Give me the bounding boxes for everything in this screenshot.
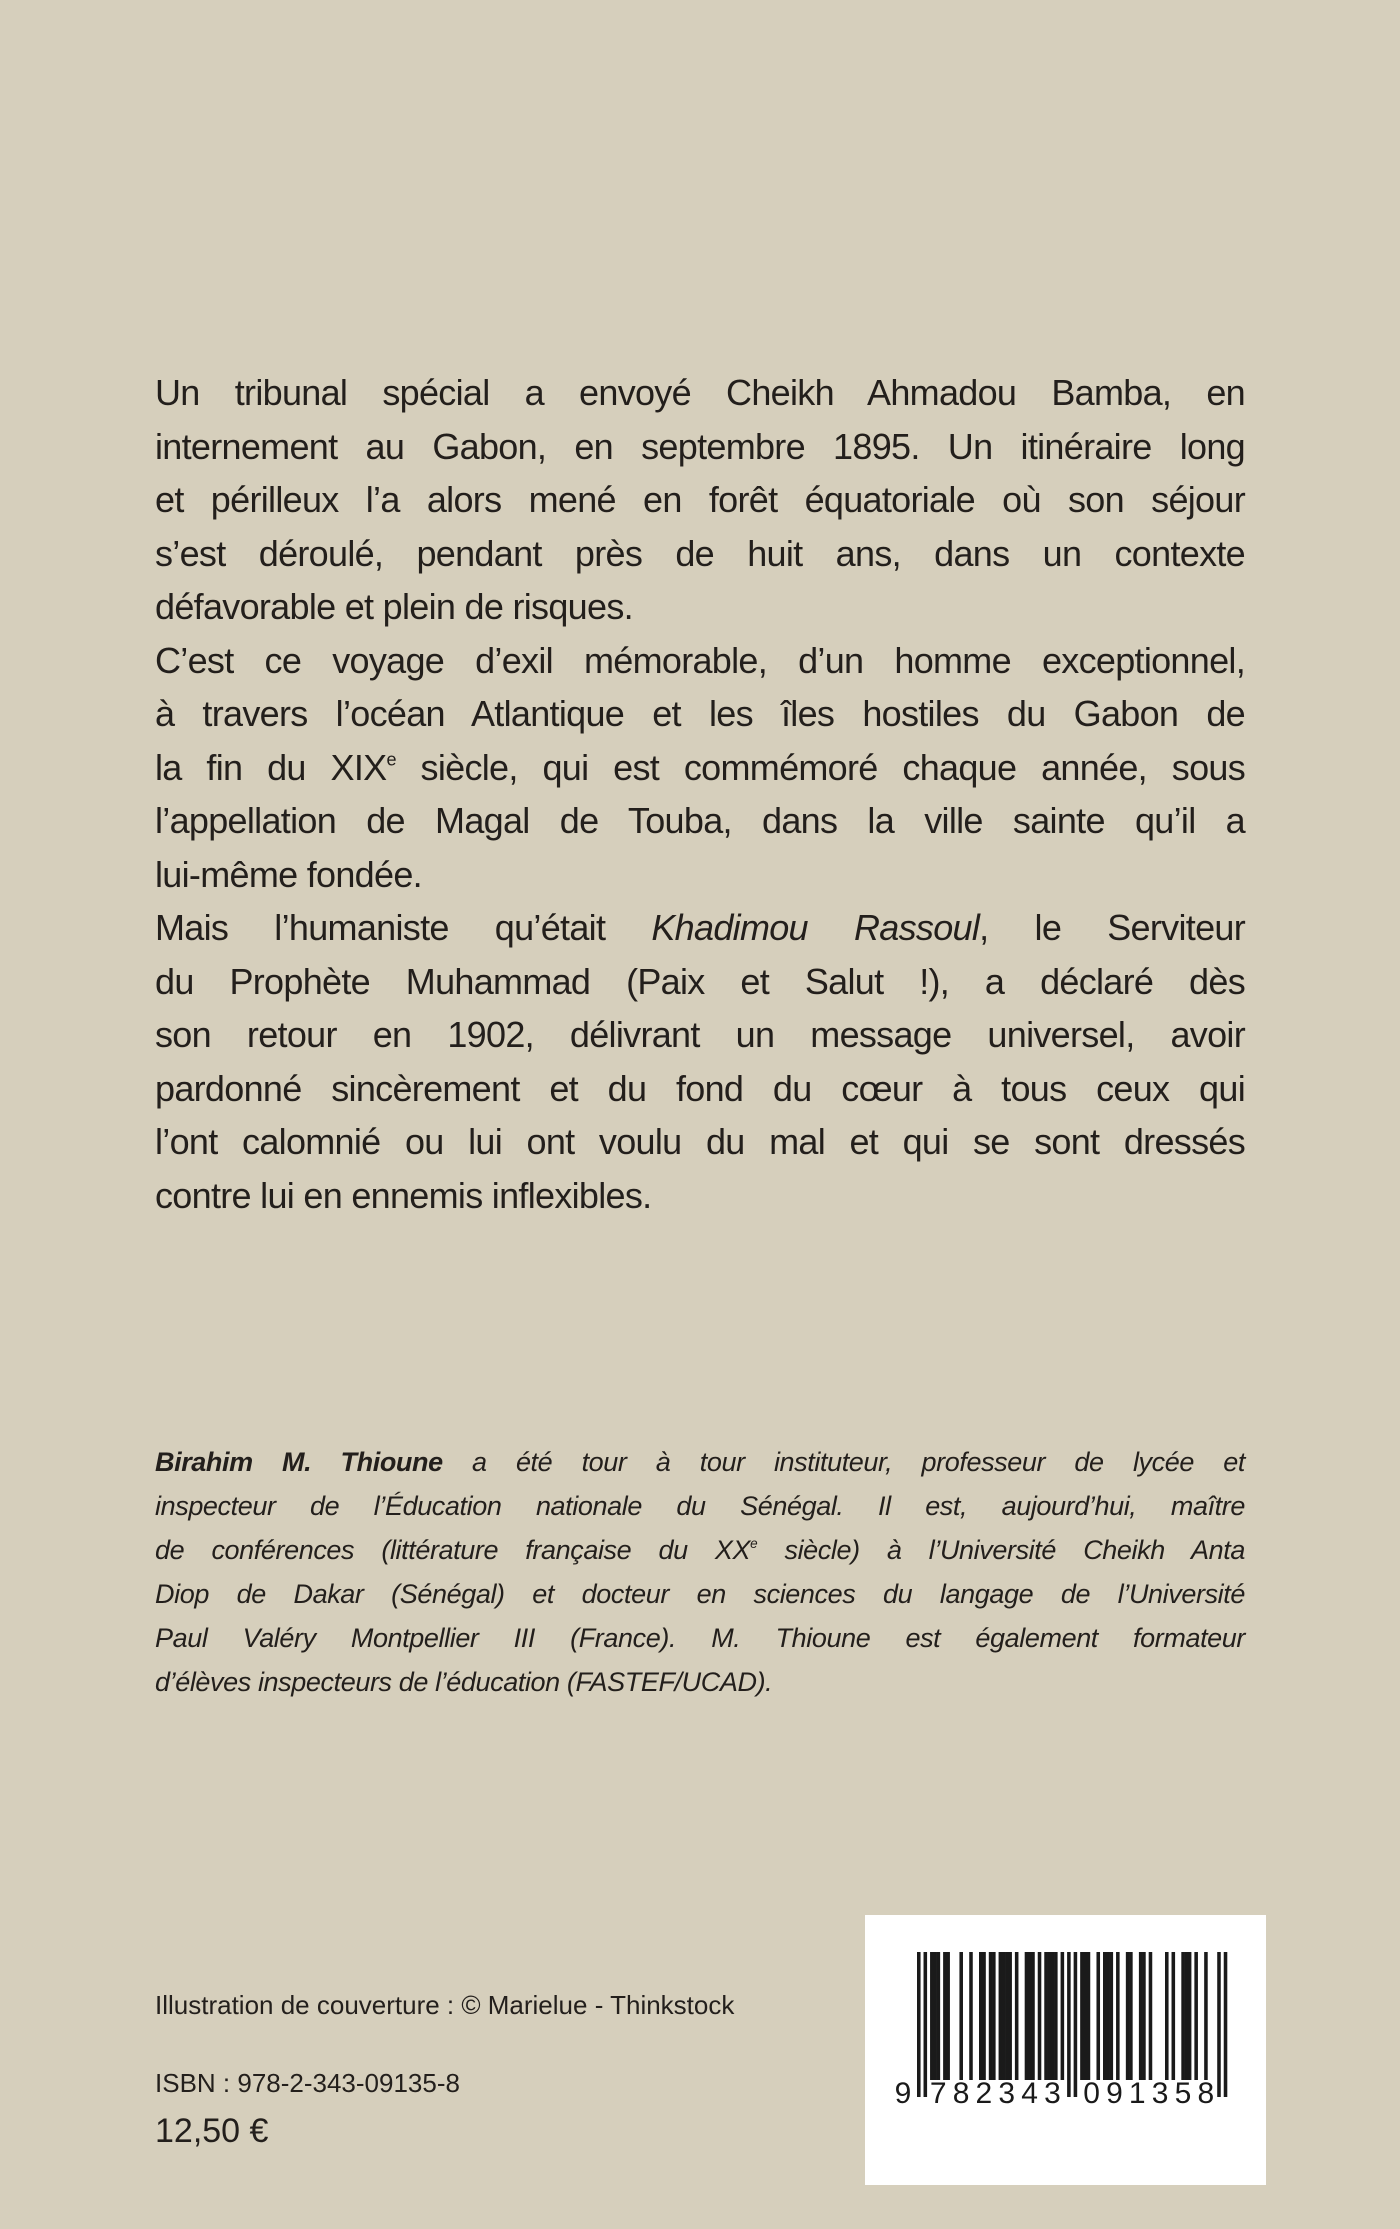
text-line bbox=[155, 901, 1245, 955]
barcode-bar bbox=[1181, 1952, 1185, 2080]
barcode-bar bbox=[930, 1952, 934, 2080]
barcode-bar bbox=[1110, 1952, 1114, 2080]
barcode-bar bbox=[1028, 1952, 1032, 2080]
barcode-digit: 3 bbox=[1151, 2077, 1169, 2110]
text-segment: internement au Gabon, en septembre 1895. Un itinéraire long bbox=[155, 425, 1245, 467]
barcode-bar bbox=[959, 1952, 963, 2080]
barcode-bar bbox=[1038, 1952, 1042, 2080]
barcode-bar bbox=[1031, 1952, 1035, 2080]
barcode-bar bbox=[1129, 1952, 1133, 2080]
text-line bbox=[155, 741, 1245, 795]
barcode-bar bbox=[1067, 1952, 1071, 2097]
barcode bbox=[865, 1915, 1266, 2185]
text-segment: l’appellation de Magal de Touba, dans la ville sainte qu’il a bbox=[155, 800, 1245, 841]
barcode-bar bbox=[1142, 1952, 1146, 2080]
text-segment: siècle, qui est commémoré chaque année, sous bbox=[395, 746, 1246, 788]
barcode-bar bbox=[1149, 1952, 1153, 2080]
text-line bbox=[155, 955, 1245, 1009]
barcode-bar bbox=[1217, 1952, 1221, 2097]
text-line bbox=[155, 1660, 1245, 1704]
barcode-bar bbox=[1172, 1952, 1176, 2080]
barcode-bar bbox=[1054, 1952, 1058, 2080]
text-line bbox=[155, 634, 1245, 688]
barcode-bar bbox=[1044, 1952, 1048, 2080]
author-bio bbox=[155, 1440, 1245, 1704]
text-segment: Paul Valéry Montpellier III (France). M. Thioune est également formateur bbox=[155, 1623, 1245, 1653]
text-segment: inspecteur de l’Éducation nationale du Sénégal. Il est, aujourd’hui, maître bbox=[155, 1491, 1245, 1521]
text-segment: s’est déroulé, pendant près de huit ans, dans un contexte bbox=[155, 532, 1245, 574]
barcode-bar bbox=[1165, 1952, 1169, 2080]
text-segment: C’est ce voyage d’exil mémorable, d’un homme exceptionnel, bbox=[155, 639, 1245, 681]
barcode-bar bbox=[982, 1952, 986, 2080]
barcode-bar bbox=[1080, 1952, 1084, 2080]
cover-illustration-credit: Illustration de couverture : © Marielue - Thinkstock bbox=[155, 1990, 735, 2020]
barcode-bar bbox=[989, 1952, 993, 2080]
barcode-bar bbox=[937, 1952, 941, 2080]
barcode-bar bbox=[992, 1952, 996, 2080]
text-segment: Diop de Dakar (Sénégal) et docteur en sciences du langage de l’Université bbox=[155, 1579, 1245, 1609]
text-segment: défavorable et plein de risques. bbox=[155, 586, 633, 627]
barcode-bar bbox=[1139, 1952, 1143, 2080]
author-name: Birahim M. Thioune bbox=[155, 1447, 443, 1477]
back-cover-blurb bbox=[155, 366, 1245, 1222]
barcode-bar bbox=[1096, 1952, 1100, 2080]
text-segment: lui-même fondée. bbox=[155, 853, 422, 895]
barcode-bar bbox=[933, 1952, 937, 2080]
barcode-digit: 4 bbox=[1021, 2077, 1038, 2110]
text-segment: , le Serviteur bbox=[979, 907, 1246, 948]
text-segment: d’élèves inspecteurs de l’éducation (FASTEF/UCAD). bbox=[155, 1667, 773, 1697]
text-segment: son retour en 1902, délivrant un message universel, avoir bbox=[155, 1014, 1245, 1055]
text-segment: Un tribunal spécial a envoyé Cheikh Ahmadou Bamba, en bbox=[155, 372, 1245, 413]
barcode-digit: 3 bbox=[1044, 2077, 1061, 2110]
text-segment: pardonné sincèrement et du fond du cœur à tous ceux qui bbox=[155, 1067, 1245, 1109]
barcode-bar bbox=[1005, 1952, 1009, 2080]
text-segment: et périlleux l’a alors mené en forêt équatoriale où son séjour bbox=[155, 479, 1245, 520]
barcode-digit: 0 bbox=[1083, 2077, 1100, 2110]
text-line bbox=[155, 794, 1245, 848]
barcode-bar bbox=[1051, 1952, 1055, 2080]
text-line bbox=[155, 848, 1245, 902]
barcode-bar bbox=[1074, 1952, 1078, 2097]
superscript: e bbox=[386, 749, 396, 770]
text-line bbox=[155, 473, 1245, 527]
barcode-bar bbox=[943, 1952, 947, 2080]
barcode-bar bbox=[1002, 1952, 1006, 2080]
barcode-bar bbox=[1048, 1952, 1052, 2080]
barcode-bar bbox=[1083, 1952, 1087, 2080]
barcode-bars bbox=[865, 1915, 1266, 2185]
barcode-digit: 2 bbox=[975, 2077, 993, 2110]
text-segment: de conférences (littérature française du XX bbox=[155, 1535, 751, 1565]
text-line bbox=[155, 580, 1245, 634]
barcode-digit: 8 bbox=[952, 2077, 970, 2110]
barcode-digit: 7 bbox=[929, 2077, 947, 2110]
barcode-bar bbox=[1025, 1952, 1029, 2080]
barcode-bar bbox=[1008, 1952, 1012, 2080]
barcode-bar bbox=[1015, 1952, 1019, 2080]
text-line bbox=[155, 366, 1245, 420]
barcode-bar bbox=[979, 1952, 983, 2080]
price: 12,50 € bbox=[155, 2112, 269, 2150]
barcode-bar bbox=[1116, 1952, 1120, 2080]
barcode-digit: 1 bbox=[1128, 2077, 1146, 2110]
barcode-bar bbox=[924, 1952, 928, 2097]
barcode-digit: 5 bbox=[1174, 2077, 1192, 2110]
text-line bbox=[155, 1528, 1245, 1572]
barcode-digit: 9 bbox=[1106, 2077, 1123, 2110]
barcode-bar bbox=[1106, 1952, 1110, 2080]
text-segment: à travers l’océan Atlantique et les îles hostiles du Gabon de bbox=[155, 693, 1245, 734]
superscript: e bbox=[750, 1536, 758, 1552]
barcode-bar bbox=[1204, 1952, 1208, 2080]
barcode-bar bbox=[1224, 1952, 1228, 2097]
text-segment: du Prophète Muhammad (Paix et Salut !), a déclaré dès bbox=[155, 960, 1245, 1002]
barcode-digit: 8 bbox=[1197, 2077, 1215, 2110]
barcode-bar bbox=[917, 1952, 921, 2097]
barcode-bar bbox=[969, 1952, 973, 2080]
barcode-bar bbox=[1188, 1952, 1192, 2080]
text-line bbox=[155, 1440, 1245, 1484]
isbn-number: ISBN : 978-2-343-09135-8 bbox=[155, 2068, 460, 2098]
text-line bbox=[155, 1008, 1245, 1062]
barcode-bar bbox=[1126, 1952, 1130, 2080]
barcode-bar bbox=[1061, 1952, 1065, 2080]
text-line bbox=[155, 527, 1245, 581]
barcode-digit: 3 bbox=[998, 2077, 1016, 2110]
text-segment: Mais l’humaniste qu’était bbox=[155, 907, 652, 948]
text-segment: l’ont calomnié ou lui ont voulu du mal et qui se sont dressés bbox=[155, 1121, 1245, 1162]
text-segment: la fin du XIX bbox=[155, 746, 387, 788]
text-line bbox=[155, 1169, 1245, 1223]
text-segment: siècle) à l’Université Cheikh Anta bbox=[757, 1535, 1245, 1565]
barcode-bar bbox=[1103, 1952, 1107, 2080]
text-line bbox=[155, 1062, 1245, 1116]
barcode-bar bbox=[946, 1952, 950, 2080]
text-line bbox=[155, 1115, 1245, 1169]
text-line bbox=[155, 420, 1245, 474]
italic-phrase: Khadimou Rassoul bbox=[651, 907, 980, 948]
barcode-bar bbox=[1185, 1952, 1189, 2080]
text-line bbox=[155, 1572, 1245, 1616]
barcode-bar bbox=[1194, 1952, 1198, 2080]
barcode-bar bbox=[999, 1952, 1003, 2080]
text-segment: contre lui en ennemis inflexibles. bbox=[155, 1174, 652, 1216]
text-line bbox=[155, 1616, 1245, 1660]
text-line bbox=[155, 1484, 1245, 1528]
text-line bbox=[155, 687, 1245, 741]
text-segment: a été tour à tour instituteur, professeur de lycée et bbox=[442, 1447, 1245, 1477]
barcode-bar bbox=[1087, 1952, 1091, 2080]
barcode-digit: 9 bbox=[894, 2077, 912, 2110]
